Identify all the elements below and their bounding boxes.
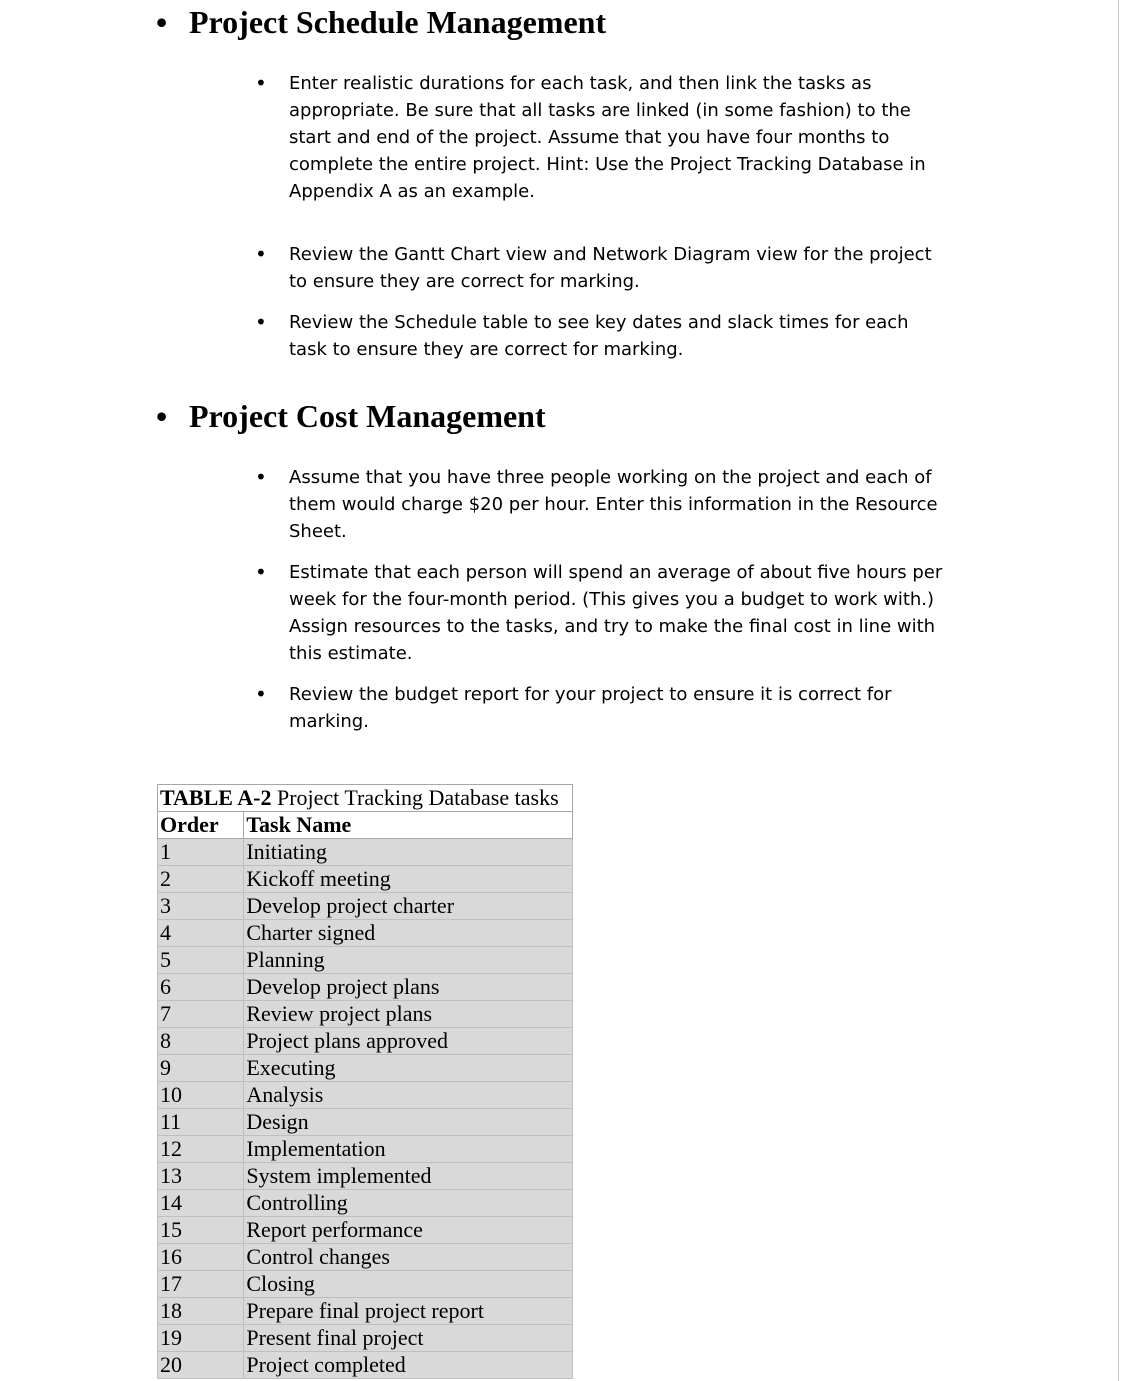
table-caption-label: TABLE A-2 [160, 785, 272, 810]
table-row [158, 893, 573, 920]
task-name-cell: Charter signed [244, 920, 573, 947]
section-title: Project Schedule Management [189, 4, 607, 40]
order-cell: 3 [158, 893, 244, 920]
list-item-text: Review the Gantt Chart view and Network Diagram view for the project to ensure they are correct for marking. [289, 244, 932, 292]
task-name-cell: Develop project charter [244, 893, 573, 920]
task-name-cell: Report performance [244, 1217, 573, 1244]
list-item-text: Review the budget report for your project to ensure it is correct for marking. [289, 684, 892, 732]
order-cell: 14 [158, 1190, 244, 1217]
table-row [158, 1244, 573, 1271]
table-row [158, 1055, 573, 1082]
table-caption [158, 785, 573, 812]
table-row [158, 1136, 573, 1163]
order-cell: 12 [158, 1136, 244, 1163]
order-cell: 18 [158, 1298, 244, 1325]
column-header-task-name: Task Name [244, 812, 573, 839]
task-name-cell: Design [244, 1109, 573, 1136]
order-cell: 16 [158, 1244, 244, 1271]
table-row [158, 1190, 573, 1217]
task-name-cell: Initiating [244, 839, 573, 866]
table-row [158, 1082, 573, 1109]
task-name-cell: Planning [244, 947, 573, 974]
order-cell: 9 [158, 1055, 244, 1082]
table-row [158, 1109, 573, 1136]
list-item-text: Assume that you have three people working on the project and each of them would charge $20 per hour. Enter this information in the Resource Sheet. [289, 467, 938, 542]
table-row [158, 1325, 573, 1352]
task-name-cell: Controlling [244, 1190, 573, 1217]
table-row [158, 974, 573, 1001]
list-item-text: Estimate that each person will spend an average of about five hours per week for the four-month period. (This gives you a budget to work with.) Assign resources to the tasks, and try to make the final cost in line with this estimate. [289, 562, 943, 664]
table-row [158, 947, 573, 974]
table-row [158, 1217, 573, 1244]
column-header-order: Order [158, 812, 244, 839]
page-edge-divider [1118, 0, 1119, 1381]
task-name-cell: Review project plans [244, 1001, 573, 1028]
order-cell: 10 [158, 1082, 244, 1109]
table-row [158, 920, 573, 947]
task-name-cell: Prepare final project report [244, 1298, 573, 1325]
order-cell: 15 [158, 1217, 244, 1244]
list-bullet: • [255, 242, 267, 266]
table-caption-text: Project Tracking Database tasks [271, 785, 559, 810]
table-header-row [158, 812, 573, 839]
task-name-cell: Control changes [244, 1244, 573, 1271]
list-bullet: • [255, 560, 267, 584]
table-row [158, 866, 573, 893]
task-name-cell: Executing [244, 1055, 573, 1082]
task-name-cell: Project completed [244, 1352, 573, 1379]
order-cell: 11 [158, 1109, 244, 1136]
table-row [158, 839, 573, 866]
heading-bullet: • [156, 398, 168, 434]
order-cell: 7 [158, 1001, 244, 1028]
table-row [158, 1271, 573, 1298]
task-name-cell: Kickoff meeting [244, 866, 573, 893]
order-cell: 6 [158, 974, 244, 1001]
order-cell: 8 [158, 1028, 244, 1055]
list-item-text: Enter realistic durations for each task, and then link the tasks as appropriate. Be sure that all tasks are linked (in some fashion) to the start and end of the project. Assume that you have four months to complete the entire project. Hint: Use the Project Tracking Database in Appendix A as an example. [289, 73, 926, 202]
order-cell: 17 [158, 1271, 244, 1298]
table-caption-row [158, 785, 573, 812]
task-name-cell: Closing [244, 1271, 573, 1298]
list-bullet: • [255, 310, 267, 334]
table-row [158, 1298, 573, 1325]
heading-bullet: • [156, 4, 168, 40]
list-item-text: Review the Schedule table to see key dates and slack times for each task to ensure they are correct for marking. [289, 312, 909, 360]
order-cell: 19 [158, 1325, 244, 1352]
order-cell: 20 [158, 1352, 244, 1379]
table-row [158, 1163, 573, 1190]
task-name-cell: Implementation [244, 1136, 573, 1163]
order-cell: 13 [158, 1163, 244, 1190]
table-row [158, 1001, 573, 1028]
project-tasks-table [157, 784, 573, 1379]
order-cell: 4 [158, 920, 244, 947]
table-row [158, 1352, 573, 1379]
table-row [158, 1028, 573, 1055]
task-name-cell: Analysis [244, 1082, 573, 1109]
order-cell: 2 [158, 866, 244, 893]
list-bullet: • [255, 682, 267, 706]
list-bullet: • [255, 465, 267, 489]
list-bullet: • [255, 71, 267, 95]
task-name-cell: Present final project [244, 1325, 573, 1352]
order-cell: 5 [158, 947, 244, 974]
task-name-cell: System implemented [244, 1163, 573, 1190]
section-title: Project Cost Management [189, 398, 546, 434]
task-name-cell: Project plans approved [244, 1028, 573, 1055]
order-cell: 1 [158, 839, 244, 866]
task-name-cell: Develop project plans [244, 974, 573, 1001]
